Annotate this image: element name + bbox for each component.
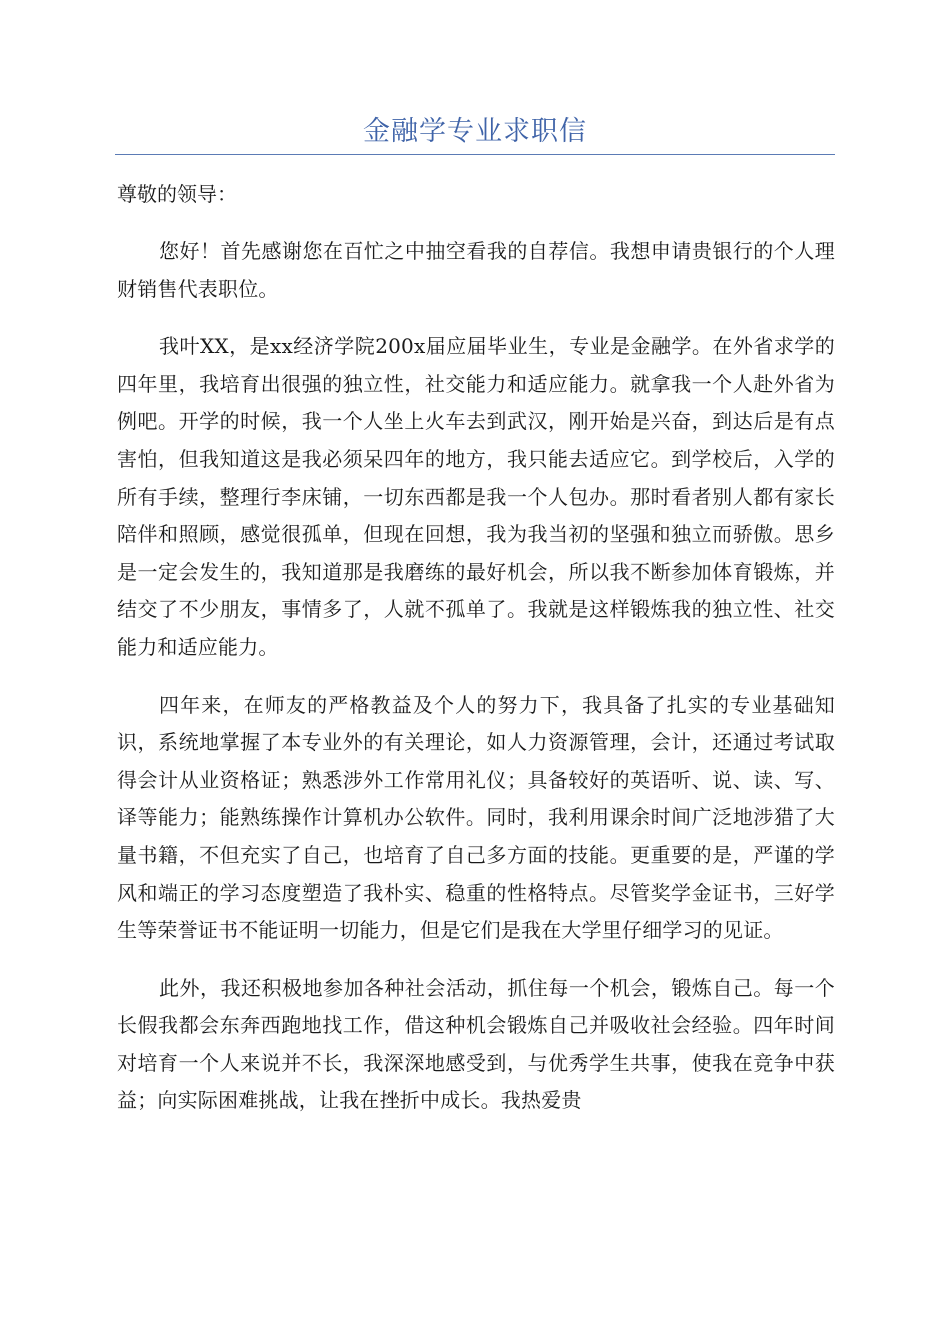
paragraph-activities: 此外，我还积极地参加各种社会活动，抓住每一个机会，锻炼自己。每一个长假我都会东奔西跑地找工作，借这种机会锻炼自己并吸收社会经验。四年时间对培育一个人来说并不长，我深深地感受到，与优秀学生共事，使我在竞争中获益；向实际困难挑战，让我在挫折中成长。我热爱贵 — [117, 975, 835, 1113]
title-block — [115, 112, 835, 155]
paragraph-education: 四年来，在师友的严格教益及个人的努力下，我具备了扎实的专业基础知识，系统地掌握了本专业外的有关理论，如人力资源管理，会计，还通过考试取得会计从业资格证；熟悉涉外工作常用礼仪；具备较好的英语听、说、读、写、译等能力；能熟练操作计算机办公软件。同时，我利用课余时间广泛地涉猎了大量书籍，不但充实了自己，也培育了自己多方面的技能。更重要的是，严谨的学风和端正的学习态度塑造了我朴实、稳重的性格特点。尽管奖学金证书，三好学生等荣誉证书不能证明一切能力，但是它们是我在大学里仔细学习的见证。 — [117, 692, 835, 943]
page-title: 金融学专业求职信 — [363, 116, 587, 147]
letter-body — [117, 176, 835, 1140]
salutation: 尊敬的领导： — [117, 182, 237, 206]
paragraph-greeting: 您好！首先感谢您在百忙之中抽空看我的自荐信。我想申请贵银行的个人理财销售代表职位。 — [117, 239, 835, 301]
paragraph-introduction: 我叶XX，是xx经济学院200x届应届毕业生，专业是金融学。在外省求学的四年里，我培育出很强的独立性，社交能力和适应能力。就拿我一个人赴外省为例吧。开学的时候，我一个人坐上火车去到武汉，刚开始是兴奋，到达后是有点害怕，但我知道这是我必须呆四年的地方，我只能去适应它。到学校后，入学的所有手续，整理行李床铺，一切东西都是我一个人包办。那时看者别人都有家长陪伴和照顾，感觉很孤单，但现在回想，我为我当初的坚强和独立而骄傲。思乡是一定会发生的，我知道那是我磨练的最好机会，所以我不断参加体育锻炼，并结交了不少朋友，事情多了，人就不孤单了。我就是这样锻炼我的独立性、社交能力和适应能力。 — [117, 334, 835, 659]
